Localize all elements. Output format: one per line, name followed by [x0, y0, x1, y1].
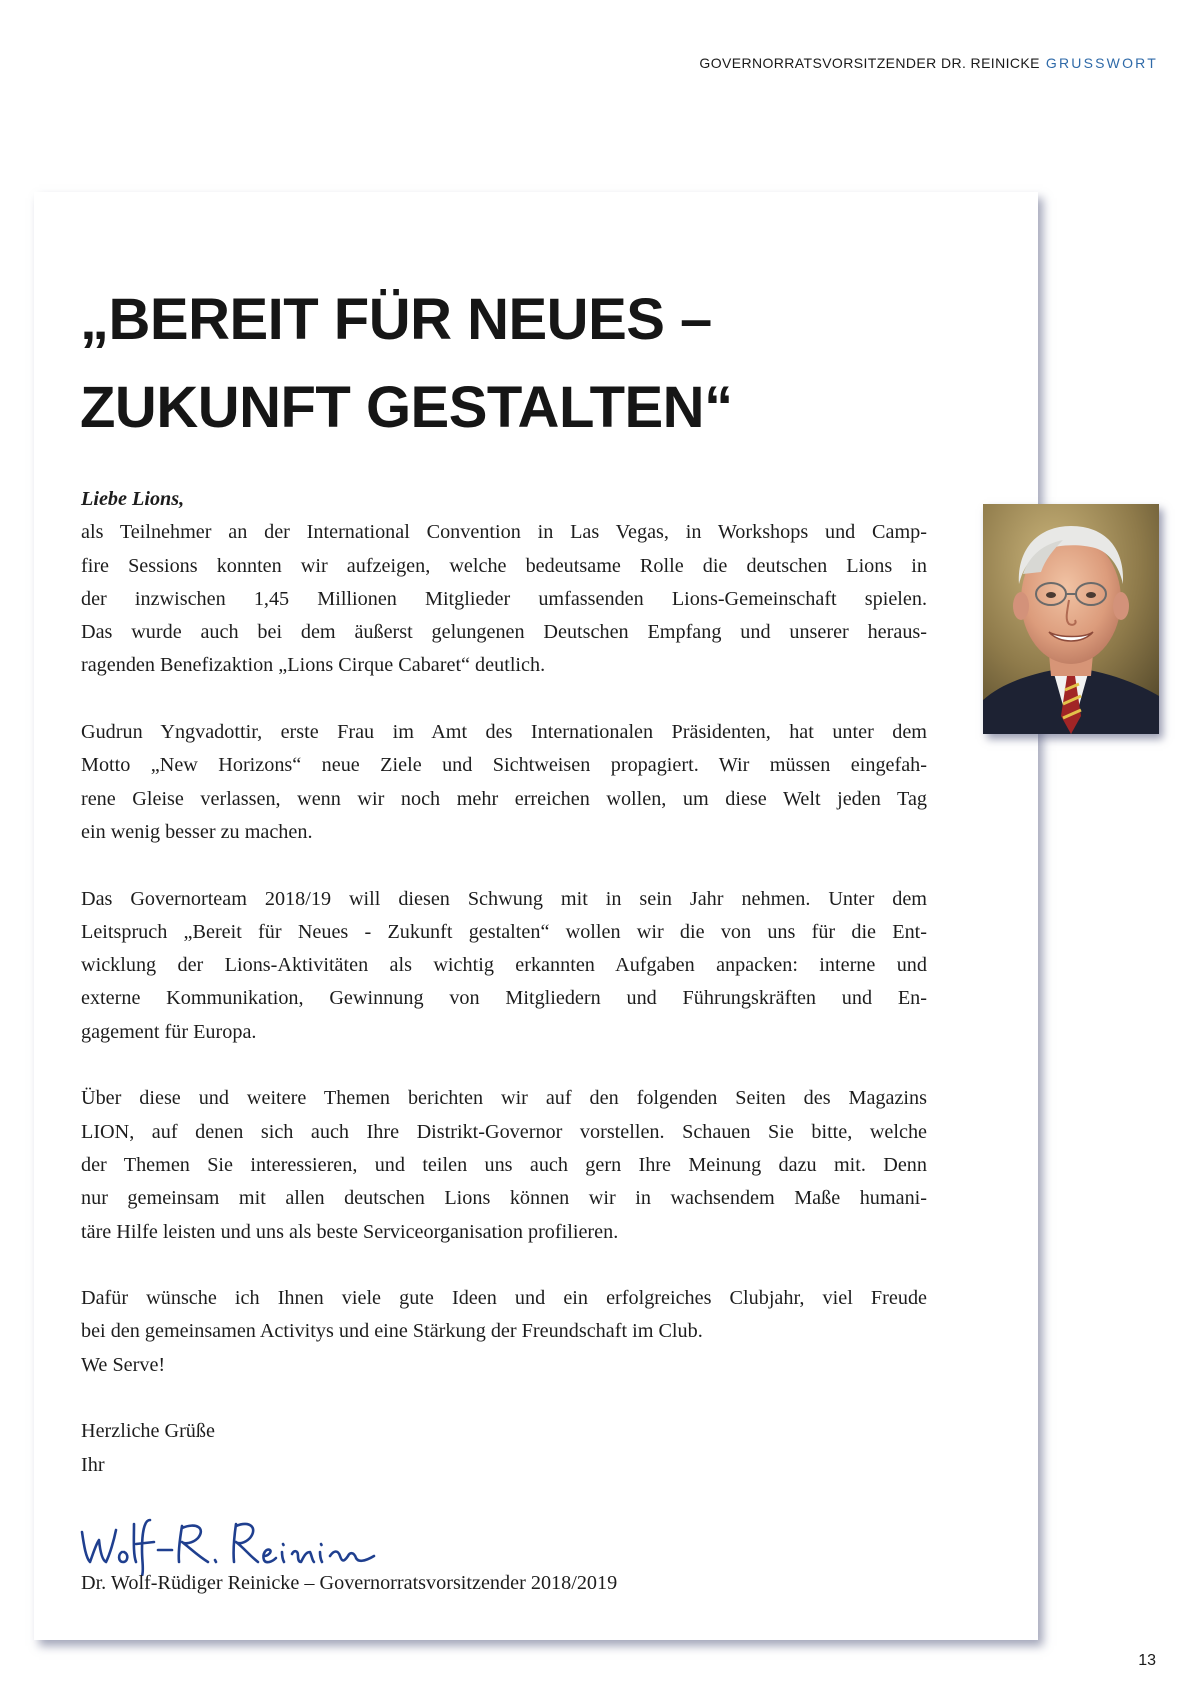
headline-line-2: ZUKUNFT GESTALTEN“: [80, 375, 733, 440]
text-line: ragenden Benefizaktion „Lions Cirque Cabaret“ deutlich.: [81, 654, 546, 677]
text-line: ein wenig besser zu machen.: [81, 820, 313, 843]
text-line: fire Sessions konnten wir aufzeigen, welche bedeutsame Rolle die deutschen Lions in: [81, 554, 927, 577]
closing-ihr: Ihr: [81, 1453, 105, 1476]
closing: [81, 1415, 927, 1482]
portrait-photo: [983, 504, 1159, 734]
text-line: nur gemeinsam mit allen deutschen Lions können wir in wachsendem Maße humani-: [81, 1187, 927, 1210]
text-line: der Themen Sie interessieren, und teilen uns auch gern Ihre Meinung dazu mit. Denn: [81, 1153, 927, 1176]
text-line: Über diese und weitere Themen berichten wir auf den folgenden Seiten des Magazins: [81, 1087, 927, 1110]
signature-caption: Dr. Wolf-Rüdiger Reinicke – Governorratsvorsitzender 2018/2019: [81, 1572, 618, 1594]
paragraph-5: [81, 1282, 927, 1382]
text-line: We Serve!: [81, 1353, 166, 1376]
text-line: externe Kommunikation, Gewinnung von Mitgliedern und Führungskräften und En-: [81, 987, 927, 1010]
headline-line-1: „BEREIT FÜR NEUES –: [80, 287, 712, 352]
running-head: [699, 55, 1158, 71]
paragraph-3: [81, 883, 927, 1049]
text-line: Gudrun Yngvadottir, erste Frau im Amt des Internationalen Präsidenten, hat unter dem: [81, 721, 927, 744]
headline: [80, 276, 940, 452]
letter-body: [81, 483, 927, 1515]
text-line: wicklung der Lions-Aktivitäten als wichtig erkannten Aufgaben anpacken: interne und: [81, 954, 927, 977]
running-head-section: GRUSSWORT: [1045, 55, 1158, 71]
closing-greeting: Herzliche Grüße: [81, 1420, 215, 1443]
text-line: rene Gleise verlassen, wenn wir noch mehr erreichen wollen, um diese Welt jeden Tag: [81, 787, 927, 810]
text-line: täre Hilfe leisten und uns als beste Serviceorganisation profilieren.: [81, 1220, 619, 1243]
text-line: Motto „New Horizons“ neue Ziele und Sichtweisen propagiert. Wir müssen eingefah-: [81, 754, 927, 777]
paragraph-1: [81, 516, 927, 682]
running-head-title: GOVERNORRATSVORSITZENDER DR. REINICKE: [699, 55, 1040, 71]
page-number: 13: [1138, 1652, 1156, 1669]
text-line: Das Governorteam 2018/19 will diesen Schwung mit in sein Jahr nehmen. Unter dem: [81, 887, 927, 910]
text-line: Das wurde auch bei dem äußerst gelungenen Deutschen Empfang und unserer heraus-: [81, 621, 927, 644]
salutation: Liebe Lions,: [81, 488, 185, 510]
text-line: bei den gemeinsamen Activitys und eine Stärkung der Freundschaft im Club.: [81, 1320, 703, 1343]
text-line: der inzwischen 1,45 Millionen Mitglieder umfassenden Lions-Gemeinschaft spielen.: [81, 587, 927, 610]
letter-card: [34, 192, 1038, 1640]
handwritten-signature: [78, 1510, 378, 1576]
text-line: als Teilnehmer an der International Convention in Las Vegas, in Workshops und Camp-: [81, 521, 927, 544]
text-line: Leitspruch „Bereit für Neues - Zukunft gestalten“ wollen wir die von uns für die Ent-: [81, 920, 927, 943]
text-line: gagement für Europa.: [81, 1020, 257, 1043]
text-line: LION, auf denen sich auch Ihre Distrikt-Governor vorstellen. Schauen Sie bitte, welche: [81, 1120, 927, 1143]
text-line: Dafür wünsche ich Ihnen viele gute Ideen und ein erfolgreiches Clubjahr, viel Freude: [81, 1287, 927, 1310]
paragraph-4: [81, 1082, 927, 1248]
paragraph-2: [81, 716, 927, 849]
